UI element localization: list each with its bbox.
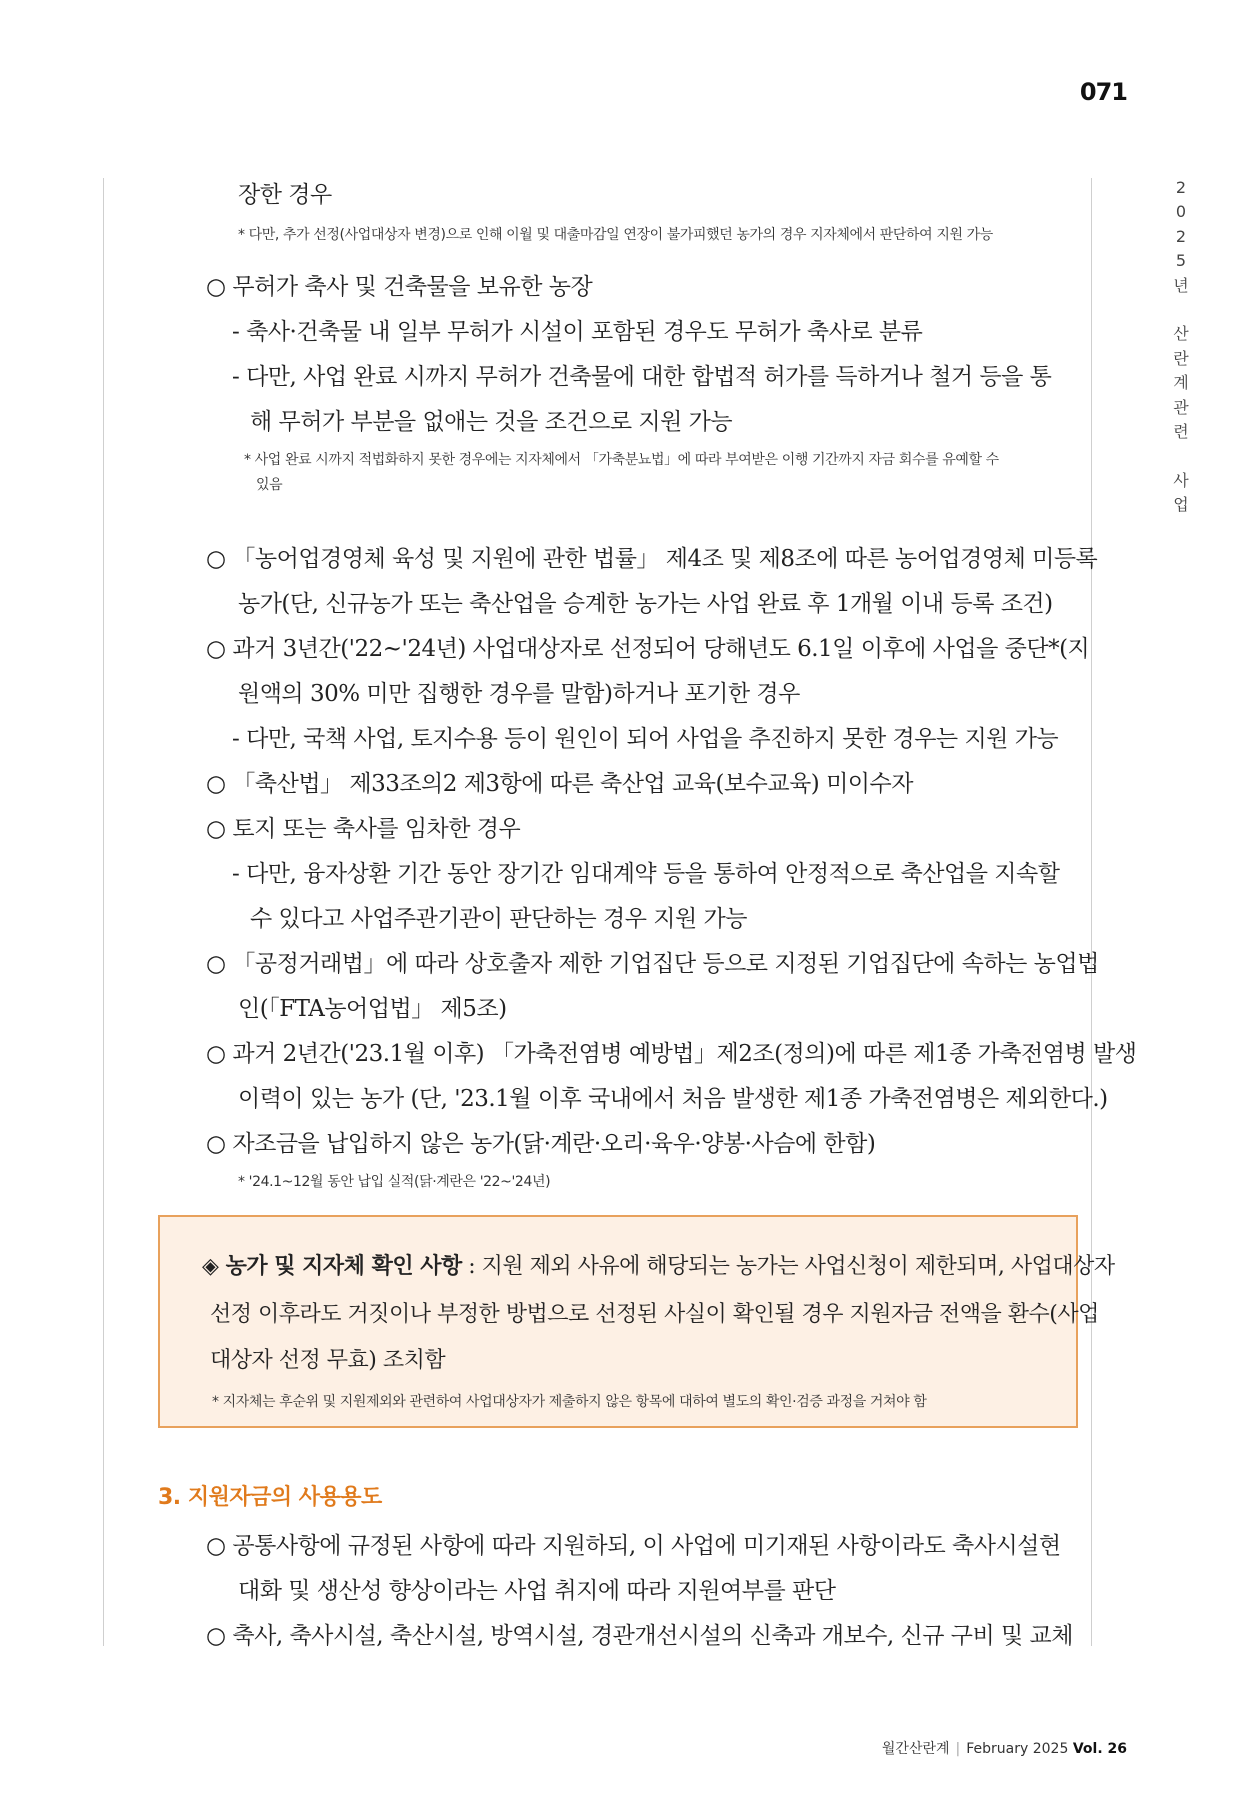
sub-item-continuation: 해 무허가 부분을 없애는 것을 조건으로 지원 가능 [250,409,733,435]
side-tab-char: 업 [1173,495,1189,515]
side-tab-char: 사 [1173,470,1189,490]
bullet-item: ○ 「축산법」 제33조의2 제3항에 따른 축산업 교육(보수교육) 미이수자 [206,771,913,797]
bullet-continuation: 대화 및 생산성 향상이라는 사업 취지에 따라 지원여부를 판단 [238,1578,836,1604]
sub-item: - 다만, 사업 완료 시까지 무허가 건축물에 대한 합법적 허가를 득하거나 철거 등을 통 [232,364,1052,390]
notice-text: : 지원 제외 사유에 해당되는 농가는 사업신청이 제한되며, 사업대상자 [461,1254,1115,1279]
bullet-item: ○ 과거 2년간('23.1월 이후) 「가축전염병 예방법」제2조(정의)에 따른 제1종 가축전염병 발생 [206,1041,1137,1067]
notice-line: 선정 이후라도 거짓이나 부정한 방법으로 선정된 사실이 확인될 경우 지원자금 전액을 환수(사업 [210,1302,1099,1327]
side-tab [1168,176,1194,518]
bullet-item: ○ 공통사항에 규정된 사항에 따라 지원하되, 이 사업에 미기재된 사항이라도 축사시설현 [206,1533,1061,1559]
footnote: * '24.1~12월 동안 납입 실적(닭·계란은 '22~'24년) [238,1174,551,1190]
sub-item: - 다만, 융자상환 기간 동안 장기간 임대계약 등을 통하여 안정적으로 축산업을 지속할 [232,861,1060,887]
sub-item: - 축사·건축물 내 일부 무허가 시설이 포함된 경우도 무허가 축사로 분류 [232,319,923,345]
bullet-continuation: 인(「FTA농어업법」 제5조) [238,996,507,1022]
footer-separator: | [955,1741,961,1757]
side-tab-char: 5 [1175,251,1187,271]
notice-title: ◈ 농가 및 지자체 확인 사항 [202,1254,462,1279]
bullet-continuation: 이력이 있는 농가 (단, '23.1월 이후 국내에서 처음 발생한 제1종 가축전염병은 제외한다.) [238,1086,1108,1112]
page-number: 071 [1079,78,1127,106]
sub-item: - 다만, 국책 사업, 토지수용 등이 원인이 되어 사업을 추진하지 못한 경우는 지원 가능 [232,726,1059,752]
side-tab-char: 2 [1175,178,1187,197]
side-tab-char: 련 [1173,422,1189,442]
bullet-continuation: 농가(단, 신규농가 또는 축산업을 승계한 농가는 사업 완료 후 1개월 이내 등록 조건) [238,591,1053,617]
side-tab-char: 관 [1173,397,1189,417]
section-heading: 3. 지원자금의 사용용도 [158,1485,382,1510]
bullet-item: ○ 「농어업경영체 육성 및 지원에 관한 법률」 제4조 및 제8조에 따른 농어업경영체 미등록 [206,546,1098,572]
bullet-item: ○ 무허가 축사 및 건축물을 보유한 농장 [206,274,593,300]
sub-item-continuation: 수 있다고 사업주관기관이 판단하는 경우 지원 가능 [250,906,747,932]
side-tab-spacer [1168,444,1194,468]
footer-volume: Vol. 26 [1072,1741,1127,1757]
side-tab-char: 0 [1175,202,1187,222]
bullet-item: ○ 축사, 축사시설, 축산시설, 방역시설, 경관개선시설의 신축과 개보수, 신규 구비 및 교체 [206,1623,1073,1649]
footnote: * 다만, 추가 선정(사업대상자 변경)으로 인해 이월 및 대출마감일 연장이 불가피했던 농가의 경우 지자체에서 판단하여 지원 가능 [238,227,993,243]
footnote: * 사업 완료 시까지 적법화하지 못한 경우에는 지자체에서 「가축분뇨법」에 따라 부여받은 이행 기간까지 자금 회수를 유예할 수 [244,452,999,468]
side-tab-char: 산 [1173,324,1189,344]
right-margin-rule [1091,178,1092,1646]
side-tab-char: 2 [1175,226,1187,246]
bullet-item: ○ 「공정거래법」에 따라 상호출자 제한 기업집단 등으로 지정된 기업집단에 속하는 농업법 [206,951,1099,977]
left-margin-rule [103,178,104,1646]
page-footer [882,1738,1127,1758]
notice-line [202,1249,1115,1280]
bullet-continuation: 원액의 30% 미만 집행한 경우를 말함)하거나 포기한 경우 [238,681,800,707]
side-tab-char: 년 [1173,275,1189,295]
notice-box [158,1215,1115,1428]
side-tab-spacer [1168,298,1194,322]
side-tab-char: 계 [1173,373,1189,393]
notice-line: 대상자 선정 무효) 조치함 [210,1348,446,1373]
footer-magazine: 월간산란계 [881,1741,950,1757]
body-line: 장한 경우 [238,182,332,208]
notice-footnote: * 지자체는 후순위 및 지원제외와 관련하여 사업대상자가 제출하지 않은 항목에 대하여 별도의 확인·검증 과정을 거쳐야 함 [212,1394,927,1410]
bullet-item: ○ 토지 또는 축사를 임차한 경우 [206,816,521,842]
bullet-item: ○ 과거 3년간('22~'24년) 사업대상자로 선정되어 당해년도 6.1일 이후에 사업을 중단*(지 [206,636,1090,662]
footer-date: February 2025 [966,1741,1069,1757]
side-tab-char: 란 [1173,348,1189,368]
bullet-item: ○ 자조금을 납입하지 않은 농가(닭·계란·오리·육우·양봉·사슴에 한함) [206,1131,876,1157]
footnote-continuation: 있음 [256,477,283,493]
